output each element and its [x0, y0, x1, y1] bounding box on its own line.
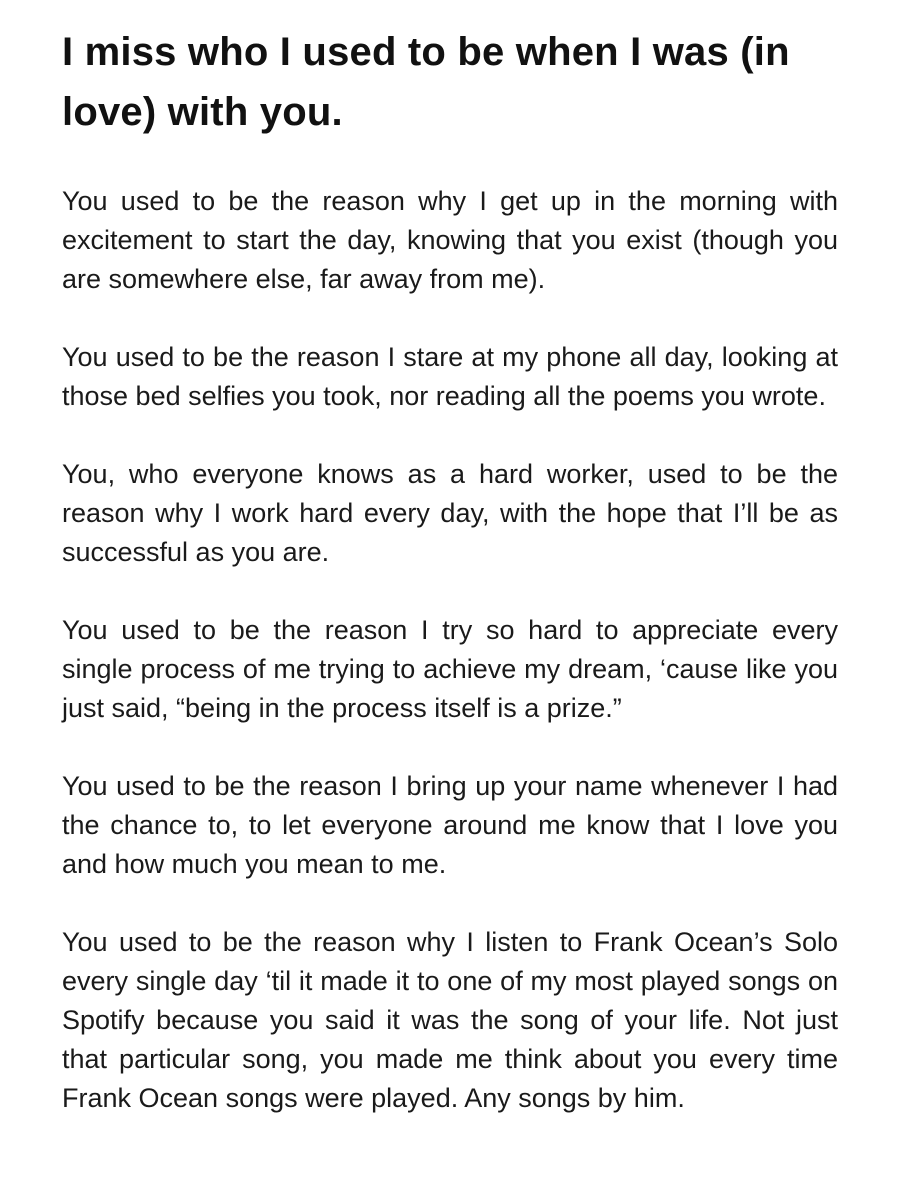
paragraph-6: You used to be the reason why I listen to Frank Ocean’s Solo every single day ‘til it made it to one of my most played songs on Spotify because you said it was the song of your life. Not just that particular song, you made me think about you every time Frank Ocean songs were played. Any songs by him. [62, 927, 838, 1113]
paragraph-2: You used to be the reason I stare at my phone all day, looking at those bed selfies you took, nor reading all the poems you wrote. [62, 342, 838, 411]
article-title: I miss who I used to be when I was (in love) with you. [62, 30, 790, 134]
article-body [62, 182, 838, 1118]
paragraph-5: You used to be the reason I bring up your name whenever I had the chance to, to let everyone around me know that I love you and how much you mean to me. [62, 771, 838, 879]
paragraph-3: You, who everyone knows as a hard worker, used to be the reason why I work hard every day, with the hope that I’ll be as successful as you are. [62, 459, 838, 567]
paragraph-1: You used to be the reason why I get up in the morning with excitement to start the day, knowing that you exist (though you are somewhere else, far away from me). [62, 186, 838, 294]
paragraph-4: You used to be the reason I try so hard to appreciate every single process of me trying to achieve my dream, ‘cause like you just said, “being in the process itself is a prize.” [62, 615, 838, 723]
